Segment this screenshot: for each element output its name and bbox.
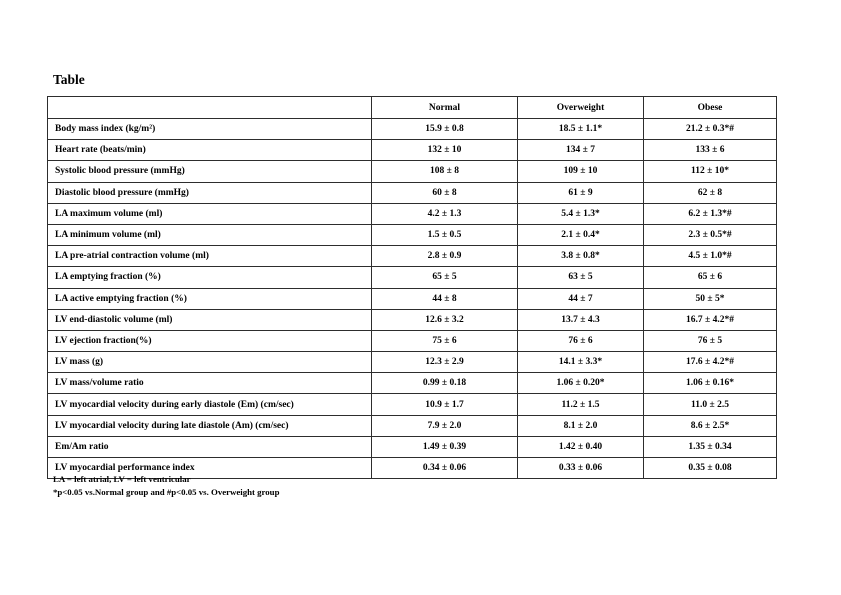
table-row xyxy=(48,140,777,161)
header-row xyxy=(48,97,777,119)
table-row xyxy=(48,330,777,351)
value-cell: 2.3 ± 0.5*# xyxy=(644,224,777,245)
table-row xyxy=(48,161,777,182)
value-cell: 1.49 ± 0.39 xyxy=(372,436,518,457)
row-label-cell: Diastolic blood pressure (mmHg) xyxy=(48,182,372,203)
row-label-cell: Heart rate (beats/min) xyxy=(48,140,372,161)
row-label-cell: LV ejection fraction(%) xyxy=(48,330,372,351)
row-label-cell: LV myocardial performance index xyxy=(48,458,372,479)
data-table xyxy=(47,96,777,479)
row-label-cell: LV myocardial velocity during late diastole (Am) (cm/sec) xyxy=(48,415,372,436)
row-label-cell: LV mass/volume ratio xyxy=(48,373,372,394)
value-cell: 2.8 ± 0.9 xyxy=(372,246,518,267)
value-cell: 60 ± 8 xyxy=(372,182,518,203)
value-cell: 17.6 ± 4.2*# xyxy=(644,352,777,373)
value-cell: 16.7 ± 4.2*# xyxy=(644,309,777,330)
row-label-cell: LV mass (g) xyxy=(48,352,372,373)
row-label-cell: Em/Am ratio xyxy=(48,436,372,457)
value-cell: 1.06 ± 0.16* xyxy=(644,373,777,394)
value-cell: 112 ± 10* xyxy=(644,161,777,182)
value-cell: 12.3 ± 2.9 xyxy=(372,352,518,373)
table-title: Table xyxy=(53,72,85,87)
header-cell-empty xyxy=(48,97,372,119)
footnote-significance: *p<0.05 vs.Normal group and #p<0.05 vs. Overweight group xyxy=(53,486,280,497)
value-cell: 134 ± 7 xyxy=(518,140,644,161)
value-cell: 1.42 ± 0.40 xyxy=(518,436,644,457)
value-cell: 4.2 ± 1.3 xyxy=(372,203,518,224)
header-cell-group: Overweight xyxy=(518,97,644,119)
value-cell: 109 ± 10 xyxy=(518,161,644,182)
value-cell: 65 ± 5 xyxy=(372,267,518,288)
value-cell: 5.4 ± 1.3* xyxy=(518,203,644,224)
header-cell-group: Normal xyxy=(372,97,518,119)
value-cell: 0.34 ± 0.06 xyxy=(372,458,518,479)
value-cell: 10.9 ± 1.7 xyxy=(372,394,518,415)
table-row xyxy=(48,309,777,330)
value-cell: 133 ± 6 xyxy=(644,140,777,161)
table-row xyxy=(48,394,777,415)
header-cell-group: Obese xyxy=(644,97,777,119)
table-row xyxy=(48,182,777,203)
value-cell: 1.06 ± 0.20* xyxy=(518,373,644,394)
value-cell: 1.5 ± 0.5 xyxy=(372,224,518,245)
footnotes xyxy=(53,473,279,498)
value-cell: 8.6 ± 2.5* xyxy=(644,415,777,436)
value-cell: 108 ± 8 xyxy=(372,161,518,182)
table-row xyxy=(48,224,777,245)
value-cell: 11.2 ± 1.5 xyxy=(518,394,644,415)
value-cell: 75 ± 6 xyxy=(372,330,518,351)
row-label-cell: LA minimum volume (ml) xyxy=(48,224,372,245)
table-row xyxy=(48,246,777,267)
value-cell: 11.0 ± 2.5 xyxy=(644,394,777,415)
value-cell: 132 ± 10 xyxy=(372,140,518,161)
value-cell: 76 ± 5 xyxy=(644,330,777,351)
row-label-cell: LV myocardial velocity during early diastole (Em) (cm/sec) xyxy=(48,394,372,415)
value-cell: 44 ± 8 xyxy=(372,288,518,309)
table-row xyxy=(48,436,777,457)
value-cell: 0.35 ± 0.08 xyxy=(644,458,777,479)
value-cell: 14.1 ± 3.3* xyxy=(518,352,644,373)
value-cell: 65 ± 6 xyxy=(644,267,777,288)
row-label-cell: Systolic blood pressure (mmHg) xyxy=(48,161,372,182)
value-cell: 8.1 ± 2.0 xyxy=(518,415,644,436)
table-row xyxy=(48,373,777,394)
table-body xyxy=(48,119,777,479)
table-row xyxy=(48,415,777,436)
value-cell: 62 ± 8 xyxy=(644,182,777,203)
value-cell: 3.8 ± 0.8* xyxy=(518,246,644,267)
table-row xyxy=(48,288,777,309)
table-row xyxy=(48,267,777,288)
value-cell: 13.7 ± 4.3 xyxy=(518,309,644,330)
value-cell: 18.5 ± 1.1* xyxy=(518,119,644,140)
value-cell: 0.33 ± 0.06 xyxy=(518,458,644,479)
value-cell: 21.2 ± 0.3*# xyxy=(644,119,777,140)
row-label-cell: Body mass index (kg/m²) xyxy=(48,119,372,140)
row-label-cell: LA active emptying fraction (%) xyxy=(48,288,372,309)
row-label-cell: LA emptying fraction (%) xyxy=(48,267,372,288)
value-cell: 61 ± 9 xyxy=(518,182,644,203)
value-cell: 7.9 ± 2.0 xyxy=(372,415,518,436)
value-cell: 12.6 ± 3.2 xyxy=(372,309,518,330)
value-cell: 2.1 ± 0.4* xyxy=(518,224,644,245)
footnote-abbreviations: LA = left atrial, LV = left ventricular xyxy=(53,474,191,484)
value-cell: 15.9 ± 0.8 xyxy=(372,119,518,140)
table-row xyxy=(48,352,777,373)
row-label-cell: LA maximum volume (ml) xyxy=(48,203,372,224)
value-cell: 63 ± 5 xyxy=(518,267,644,288)
value-cell: 76 ± 6 xyxy=(518,330,644,351)
value-cell: 44 ± 7 xyxy=(518,288,644,309)
value-cell: 1.35 ± 0.34 xyxy=(644,436,777,457)
value-cell: 6.2 ± 1.3*# xyxy=(644,203,777,224)
table-row xyxy=(48,119,777,140)
table-row xyxy=(48,203,777,224)
value-cell: 0.99 ± 0.18 xyxy=(372,373,518,394)
row-label-cell: LV end-diastolic volume (ml) xyxy=(48,309,372,330)
row-label-cell: LA pre-atrial contraction volume (ml) xyxy=(48,246,372,267)
value-cell: 4.5 ± 1.0*# xyxy=(644,246,777,267)
value-cell: 50 ± 5* xyxy=(644,288,777,309)
